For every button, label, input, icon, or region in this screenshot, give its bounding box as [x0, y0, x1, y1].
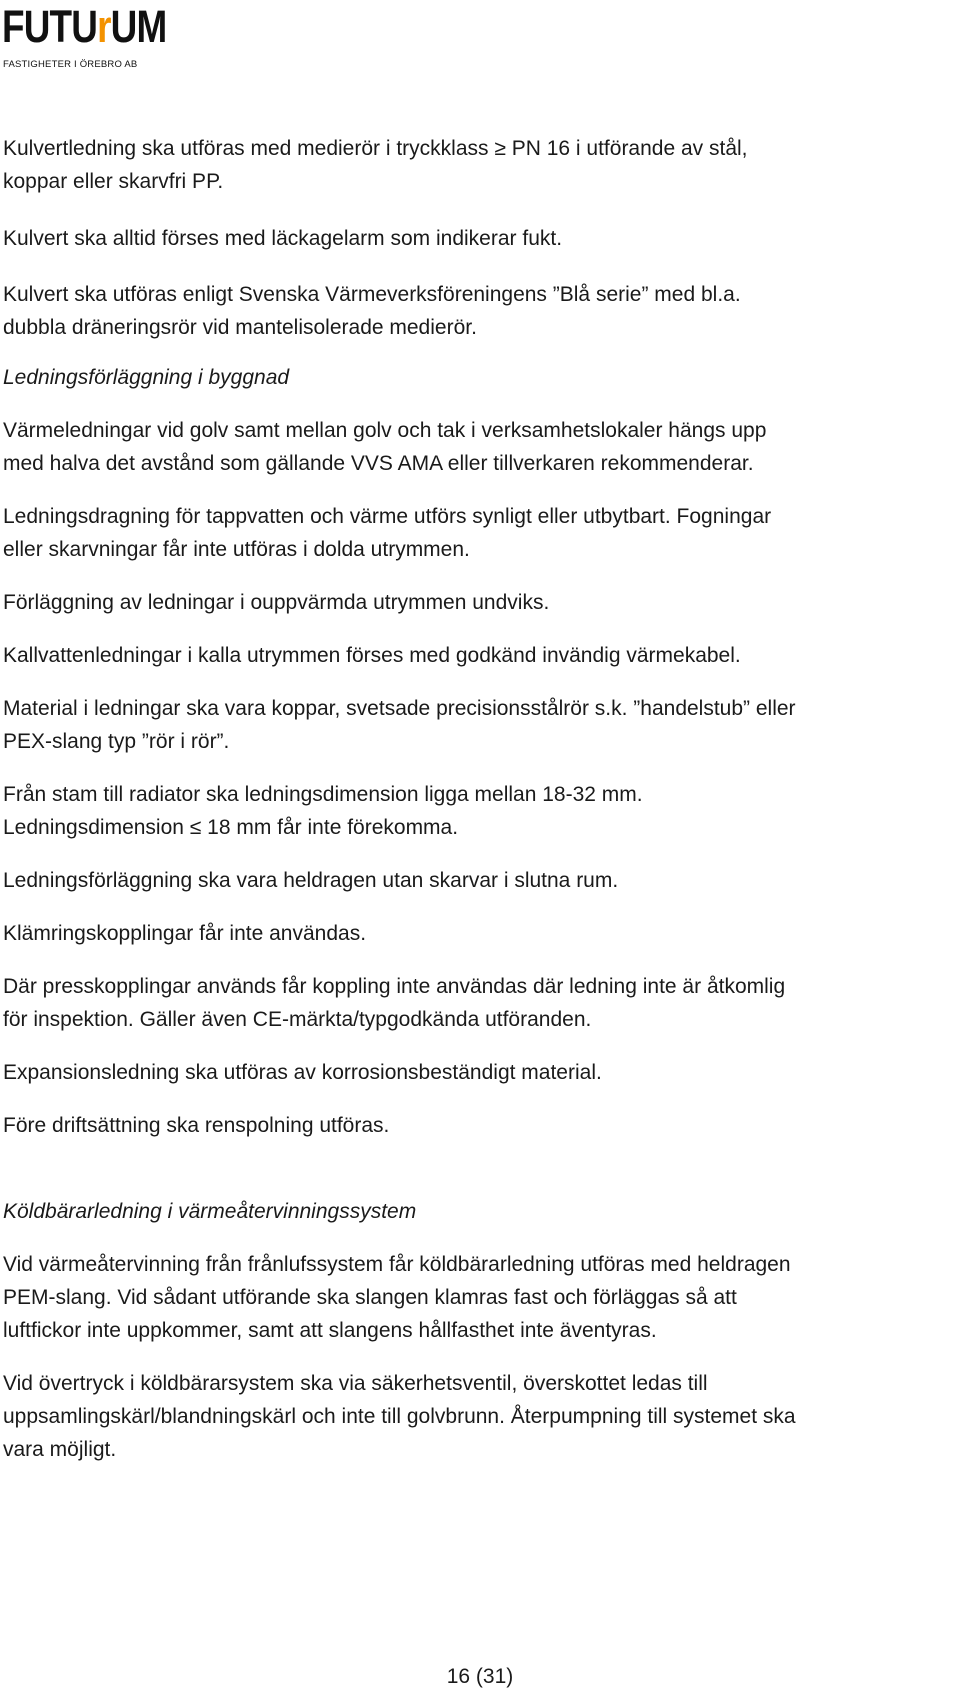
paragraph-line: Ledningsdragning för tappvatten och värme utförs synligt eller utbytbart. Fogningar: [3, 505, 772, 528]
paragraph-line: Expansionsledning ska utföras av korrosionsbeständigt material.: [3, 1061, 602, 1084]
page-number: 16 (31): [446, 1665, 514, 1688]
paragraph-line: dubbla dräneringsrör vid mantelisolerade medierör.: [3, 316, 477, 339]
paragraph-line: PEX-slang typ ”rör i rör”.: [3, 730, 230, 753]
paragraph-line: Kallvattenledningar i kalla utrymmen förses med godkänd invändig värmekabel.: [3, 644, 741, 667]
paragraph-line: Förläggning av ledningar i ouppvärmda utrymmen undviks.: [3, 591, 550, 614]
paragraph-line: Material i ledningar ska vara koppar, svetsade precisionsstålrör s.k. ”handelstub” eller: [3, 697, 796, 720]
paragraph-line: Vid värmeåtervinning från frånlufssystem får köldbärarledning utföras med heldragen: [3, 1253, 791, 1276]
paragraph-line: PEM-slang. Vid sådant utförande ska slangen klamras fast och förläggas så att: [3, 1286, 737, 1309]
logo-wordmark: FUTUrUM: [2, 1, 167, 52]
section-heading: Ledningsförläggning i byggnad: [3, 366, 290, 389]
paragraph-line: vara möjligt.: [3, 1438, 117, 1461]
paragraph-line: för inspektion. Gäller även CE-märkta/typgodkända utföranden.: [3, 1008, 592, 1031]
logo-accent: r: [97, 1, 111, 52]
logo-tagline: FASTIGHETER I ÖREBRO AB: [3, 59, 138, 70]
paragraph-line: Före driftsättning ska renspolning utföras.: [3, 1114, 390, 1137]
paragraph-line: uppsamlingskärl/blandningskärl och inte till golvbrunn. Återpumpning till systemet ska: [3, 1405, 796, 1428]
paragraph-line: Kulvert ska alltid förses med läckagelarm som indikerar fukt.: [3, 227, 563, 250]
paragraph-line: luftfickor inte uppkommer, samt att slangens hållfasthet inte äventyras.: [3, 1319, 657, 1342]
paragraph-line: Ledningsdimension ≤ 18 mm får inte förekomma.: [3, 816, 459, 839]
section-heading: Köldbärarledning i värmeåtervinningssystem: [3, 1200, 417, 1223]
paragraph-line: Ledningsförläggning ska vara heldragen utan skarvar i slutna rum.: [3, 869, 619, 892]
paragraph-line: Vid övertryck i köldbärarsystem ska via säkerhetsventil, överskottet ledas till: [3, 1372, 708, 1395]
paragraph-line: Klämringskopplingar får inte användas.: [3, 922, 367, 945]
paragraph-line: Värmeledningar vid golv samt mellan golv och tak i verksamhetslokaler hängs upp: [3, 419, 767, 442]
paragraph-line: Från stam till radiator ska ledningsdimension ligga mellan 18-32 mm.: [3, 783, 643, 806]
paragraph-line: Där presskopplingar används får koppling inte användas där ledning inte är åtkomlig: [3, 975, 786, 998]
futurum-logo: [2, 2, 212, 76]
paragraph-line: eller skarvningar får inte utföras i dolda utrymmen.: [3, 538, 470, 561]
paragraph-line: Kulvert ska utföras enligt Svenska Värmeverksföreningens ”Blå serie” med bl.a.: [3, 283, 741, 306]
paragraph-line: med halva det avstånd som gällande VVS AMA eller tillverkaren rekommenderar.: [3, 452, 754, 475]
document-body: [3, 132, 958, 1466]
paragraph-line: Kulvertledning ska utföras med medierör i tryckklass ≥ PN 16 i utförande av stål,: [3, 137, 748, 160]
paragraph-line: koppar eller skarvfri PP.: [3, 170, 224, 193]
